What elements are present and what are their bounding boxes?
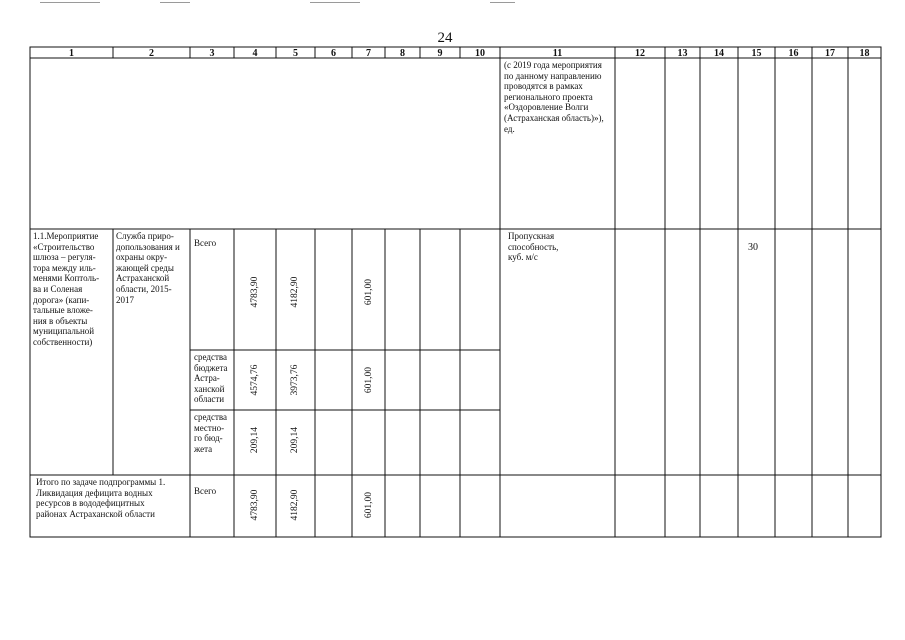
funding-source-total: Всего [194, 238, 217, 248]
header-col-17: 17 [825, 48, 835, 59]
header-col-18: 18 [859, 48, 870, 59]
header-col-3: 3 [209, 48, 215, 59]
header-col-7: 7 [366, 48, 371, 59]
header-col-13: 13 [677, 48, 688, 59]
header-col-15: 15 [751, 48, 762, 59]
local-col4-value: 209,14 [250, 426, 260, 454]
summary-col5-value: 4182,90 [290, 489, 300, 521]
measure-name: 1.1.Мероприятие «Строительство шлюза – регуля- тора между иль- менями Коптоль- ва и Соленая дорога» (капи- тальные вложе- ния в объекты муниципальной собственности) [33, 231, 100, 347]
summary-col4-value: 4783,90 [250, 489, 260, 521]
header-col-4: 4 [252, 48, 258, 59]
header-col-14: 14 [714, 48, 724, 59]
regional-col7-value: 601,00 [364, 366, 374, 394]
total-source: Всего [194, 486, 217, 496]
measure-indicator: Пропускная способность, куб. м/с [508, 231, 559, 263]
funding-source-regional: средства бюджета Астра- ханской области [194, 352, 228, 405]
total-col5-value: 4182,90 [290, 276, 300, 308]
summary-col7-value: 601,00 [364, 491, 374, 519]
header-col-5: 5 [293, 48, 298, 59]
header-col-1: 1 [69, 48, 74, 59]
header-col-10: 10 [475, 48, 485, 59]
header-col-16: 16 [788, 48, 799, 59]
regional-col4-value: 4574,76 [250, 364, 260, 396]
regional-col5-value: 3973,76 [290, 364, 300, 396]
header-col-12: 12 [635, 48, 645, 59]
funding-source-local: средства местно- го бюд- жета [194, 412, 228, 454]
measure-executor: Служба приро- допользования и охраны окру- жающей среды Астраханской области, 2015- 2017 [116, 231, 180, 305]
local-col5-value: 209,14 [290, 426, 300, 454]
total-col4-value: 4783,90 [250, 276, 260, 308]
header-col-8: 8 [400, 48, 405, 59]
total-col7-value: 601,00 [364, 278, 374, 306]
header-col-11: 11 [552, 48, 563, 59]
header-col-9: 9 [437, 48, 443, 59]
page-number: 24 [437, 30, 453, 46]
continuation-indicator: (с 2019 года мероприятия по данному направлению проводятся в рамках регионального проекта «Оздоровление Волги (Астраханская область)»), ед. [504, 60, 604, 134]
total-label: Итого по задаче подпрограммы 1. Ликвидация дефицита водных ресурсов в вододефицитных районах Астраханской области [36, 477, 166, 519]
measure-col15-value: 30 [748, 242, 758, 253]
header-col-6: 6 [331, 48, 336, 59]
header-col-2: 2 [149, 48, 154, 59]
